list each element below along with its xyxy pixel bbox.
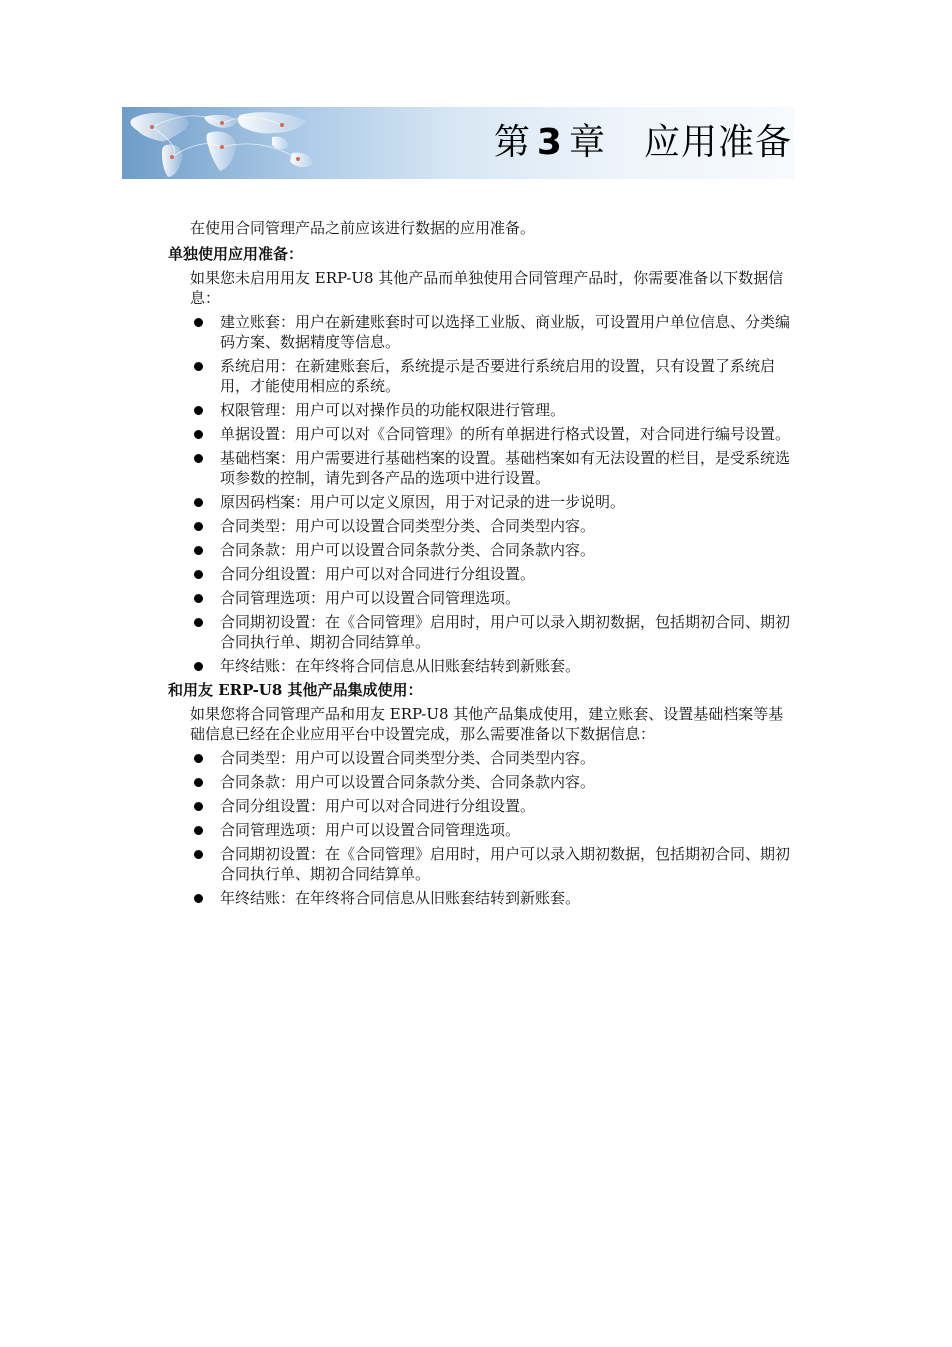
intro-paragraph: 在使用合同管理产品之前应该进行数据的应用准备。 [190, 219, 536, 237]
list-item: 合同条款：用户可以设置合同条款分类、合同条款内容。 [168, 772, 798, 792]
list-item: 年终结账：在年终将合同信息从旧账套结转到新账套。 [168, 656, 798, 676]
bullet-icon [194, 546, 203, 555]
list-item: 合同期初设置：在《合同管理》启用时，用户可以录入期初数据，包括期初合同、期初合同执行单、期初合同结算单。 [168, 612, 798, 652]
bullet-icon [194, 454, 203, 463]
bullet-icon [194, 430, 203, 439]
bullet-icon [194, 362, 203, 371]
section2-paragraph: 如果您将合同管理产品和用友 ERP-U8 其他产品集成使用，建立账套、设置基础档案等基础信息已经在企业应用平台中设置完成，那么需要准备以下数据信息： [190, 705, 784, 743]
chapter-number: 3 [536, 122, 563, 163]
bullet-icon [194, 522, 203, 531]
list-item: 年终结账：在年终将合同信息从旧账套结转到新账套。 [168, 888, 798, 908]
list-item: 合同类型：用户可以设置合同类型分类、合同类型内容。 [168, 516, 798, 536]
list-item: 合同分组设置：用户可以对合同进行分组设置。 [168, 796, 798, 816]
world-map-icon [122, 107, 422, 179]
chapter-title [494, 121, 792, 165]
bullet-icon [194, 498, 203, 507]
bullet-icon [194, 754, 203, 763]
bullet-icon [194, 826, 203, 835]
chapter-banner [122, 107, 794, 179]
list-item: 合同条款：用户可以设置合同条款分类、合同条款内容。 [168, 540, 798, 560]
list-item: 合同分组设置：用户可以对合同进行分组设置。 [168, 564, 798, 584]
list-item: 建立账套：用户在新建账套时可以选择工业版、商业版，可设置用户单位信息、分类编码方案、数据精度等信息。 [168, 312, 798, 352]
list-item: 系统启用：在新建账套后，系统提示是否要进行系统启用的设置，只有设置了系统启用，才能使用相应的系统。 [168, 356, 798, 396]
bullet-icon [194, 850, 203, 859]
chapter-prefix: 第 [493, 122, 531, 163]
section1-list [168, 312, 798, 676]
bullet-icon [194, 894, 203, 903]
list-item: 合同管理选项：用户可以设置合同管理选项。 [168, 588, 798, 608]
bullet-icon [194, 662, 203, 671]
list-item: 合同类型：用户可以设置合同类型分类、合同类型内容。 [168, 748, 798, 768]
list-item: 单据设置：用户可以对《合同管理》的所有单据进行格式设置，对合同进行编号设置。 [168, 424, 798, 444]
section2-heading: 和用友 ERP-U8 其他产品集成使用： [168, 681, 423, 699]
bullet-icon [194, 406, 203, 415]
bullet-icon [194, 318, 203, 327]
chapter-suffix: 章 [568, 122, 606, 163]
bullet-icon [194, 778, 203, 787]
list-item: 基础档案：用户需要进行基础档案的设置。基础档案如有无法设置的栏目，是受系统选项参数的控制，请先到各产品的选项中进行设置。 [168, 448, 798, 488]
bullet-icon [194, 802, 203, 811]
section1-heading: 单独使用应用准备： [168, 245, 304, 263]
list-item: 合同期初设置：在《合同管理》启用时，用户可以录入期初数据，包括期初合同、期初合同执行单、期初合同结算单。 [168, 844, 798, 884]
bullet-icon [194, 594, 203, 603]
section2-list [168, 748, 798, 908]
chapter-name: 应用准备 [643, 122, 792, 163]
list-item: 原因码档案：用户可以定义原因，用于对记录的进一步说明。 [168, 492, 798, 512]
document-body [168, 218, 798, 912]
list-item: 权限管理：用户可以对操作员的功能权限进行管理。 [168, 400, 798, 420]
list-item: 合同管理选项：用户可以设置合同管理选项。 [168, 820, 798, 840]
bullet-icon [194, 570, 203, 579]
section1-paragraph: 如果您未启用用友 ERP-U8 其他产品而单独使用合同管理产品时，你需要准备以下数据信息： [190, 269, 784, 307]
bullet-icon [194, 618, 203, 627]
